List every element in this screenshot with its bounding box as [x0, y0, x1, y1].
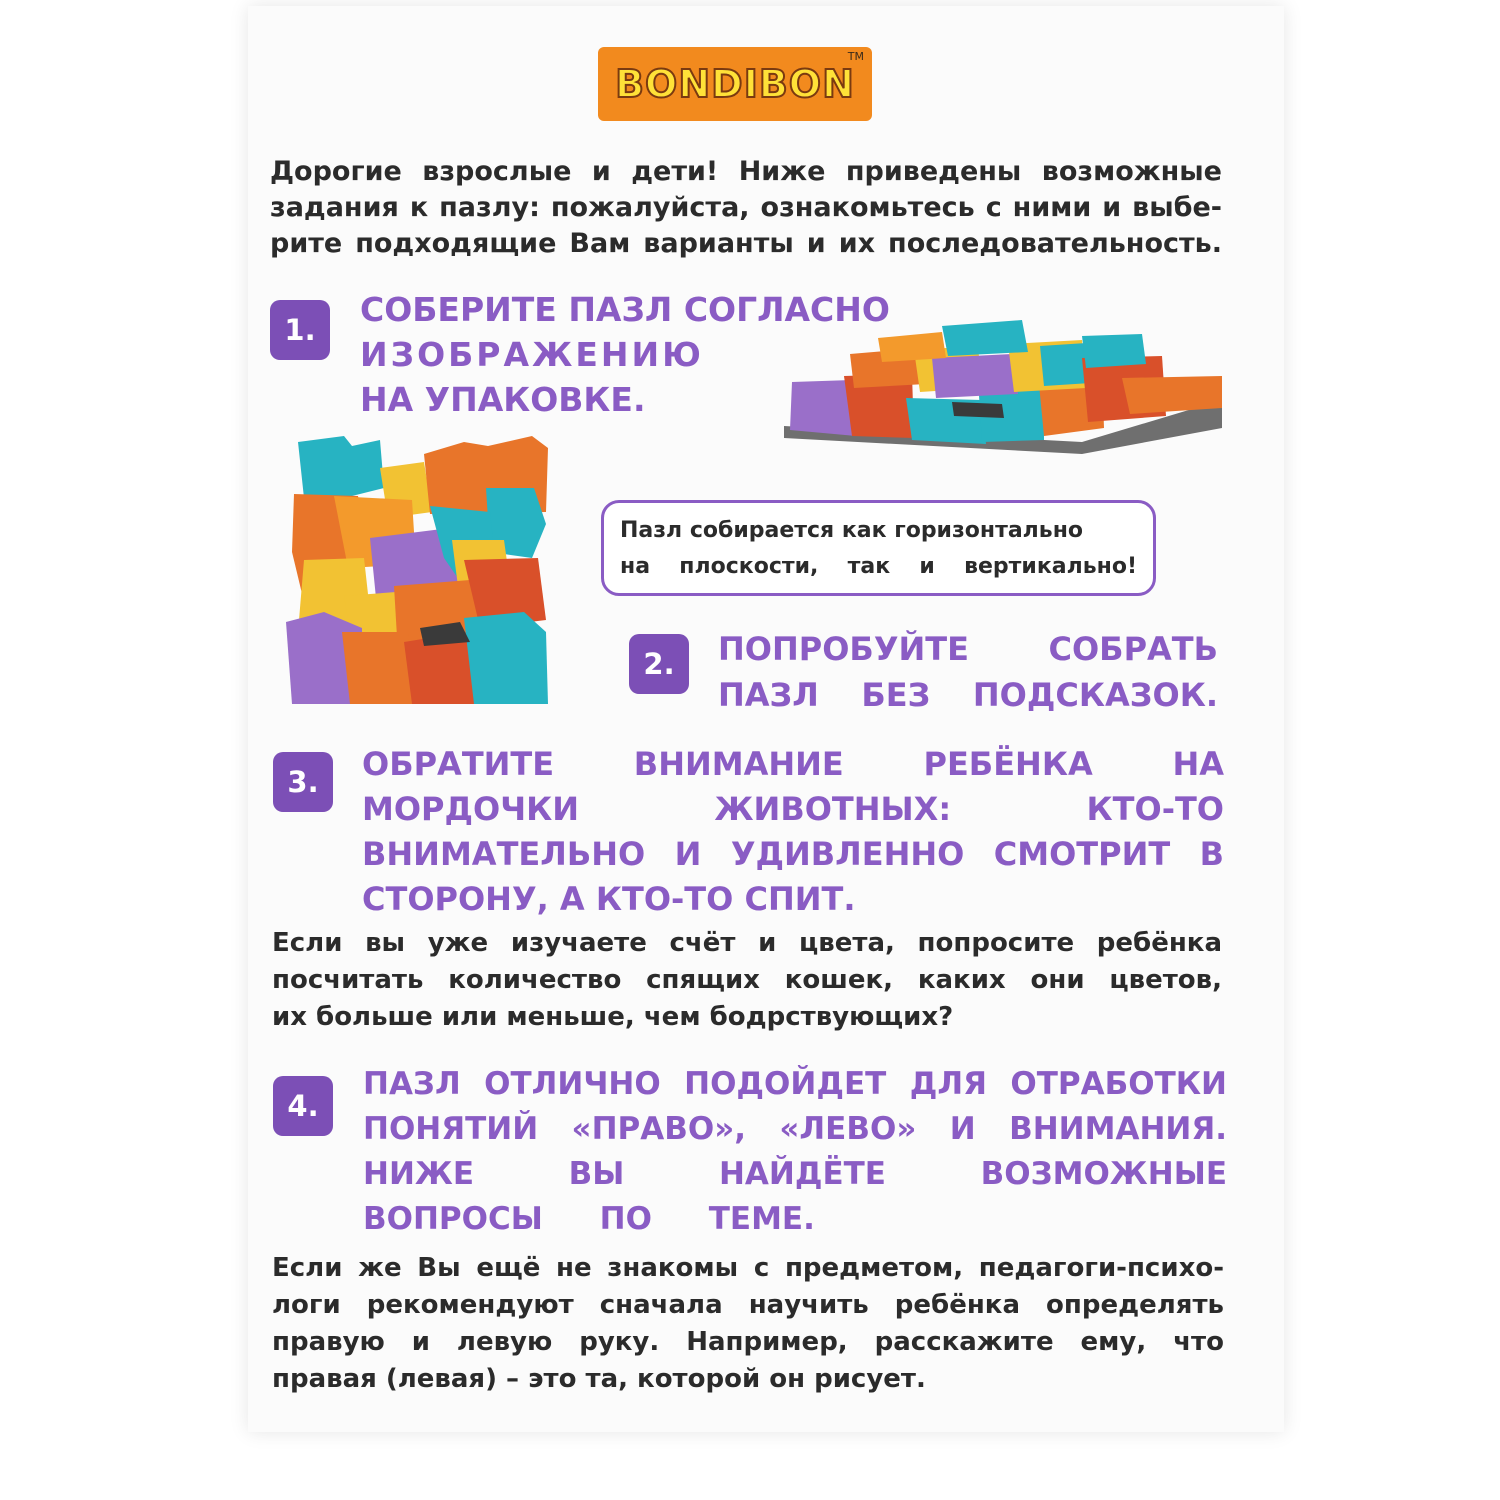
task-3-body-line: их больше или меньше, чем бодрствующих?	[272, 1002, 954, 1032]
task-4-line: ПАЗЛ ОТЛИЧНО ПОДОЙДЕТ ДЛЯ ОТРАБОТКИ	[363, 1066, 1227, 1102]
task-4-line: ПОНЯТИЙ «ПРАВО», «ЛЕВО» И ВНИМАНИЯ.	[363, 1111, 1227, 1147]
vertical-puzzle-image	[284, 432, 556, 704]
task-4-body-line: правую и левую руку. Например, расскажите ему, что	[272, 1327, 1224, 1357]
task-3-line: ОБРАТИТЕ ВНИМАНИЕ РЕБЁНКА НА	[362, 745, 1224, 783]
horizontal-puzzle-image	[782, 318, 1224, 454]
task-4-line: ВОПРОСЫ ПО ТЕМЕ.	[363, 1201, 815, 1237]
task-4-line: НИЖЕ ВЫ НАЙДЁТЕ ВОЗМОЖНЫЕ	[363, 1156, 1227, 1192]
bondibon-logo	[598, 47, 872, 121]
task-3-body-line: Если вы уже изучаете счёт и цвета, попросите ребёнка	[272, 928, 1222, 958]
task-3-number-badge: 3.	[273, 752, 333, 812]
task-4-number-badge: 4.	[273, 1076, 333, 1136]
task-1-line: СОБЕРИТЕ ПАЗЛ СОГЛАСНО	[360, 290, 890, 329]
note-line: на плоскости, так и вертикально!	[620, 554, 1137, 579]
task-3-heading	[362, 742, 1224, 922]
intro-line: рите подходящие Вам варианты и их последовательность.	[270, 228, 1222, 259]
task-2-line: ПАЗЛ БЕЗ ПОДСКАЗОК.	[718, 676, 1218, 714]
note-box	[601, 500, 1156, 596]
logo-trademark: TM	[847, 50, 864, 63]
task-3-line: ВНИМАТЕЛЬНО И УДИВЛЕННО СМОТРИТ В	[362, 835, 1224, 873]
task-4-body-line: логи рекомендуют сначала научить ребёнка определять	[272, 1290, 1224, 1320]
task-4-body-line: Если же Вы ещё не знакомы с предметом, педагоги-психо-	[272, 1253, 1224, 1283]
task-1-line: НА УПАКОВКЕ.	[360, 380, 646, 419]
task-4-body	[272, 1250, 1224, 1398]
intro-line: Дорогие взрослые и дети! Ниже приведены возможные	[270, 156, 1222, 187]
task-1-number-badge: 1.	[270, 300, 330, 360]
note-line: Пазл собирается как горизонтально	[620, 518, 1084, 543]
task-4-heading	[363, 1062, 1227, 1242]
intro-line: задания к пазлу: пожалуйста, ознакомьтесь с ними и выбе-	[270, 192, 1222, 223]
task-4-body-line: правая (левая) – это та, которой он рисует.	[272, 1364, 926, 1394]
task-2-line: ПОПРОБУЙТЕ СОБРАТЬ	[718, 630, 1218, 668]
task-2-heading	[718, 626, 1218, 718]
task-3-body	[272, 925, 1222, 1036]
task-3-line: МОРДОЧКИ ЖИВОТНЫХ: КТО-ТО	[362, 790, 1224, 828]
task-3-line: СТОРОНУ, А КТО-ТО СПИТ.	[362, 880, 856, 918]
task-1-line: ИЗОБРАЖЕНИЮ	[360, 335, 704, 374]
logo-text: BONDIBON	[615, 62, 855, 106]
task-2-number-badge: 2.	[629, 634, 689, 694]
task-3-body-line: посчитать количество спящих кошек, каких они цветов,	[272, 965, 1222, 995]
vertical-puzzle-pieces	[286, 436, 548, 704]
intro-paragraph	[270, 154, 1222, 262]
